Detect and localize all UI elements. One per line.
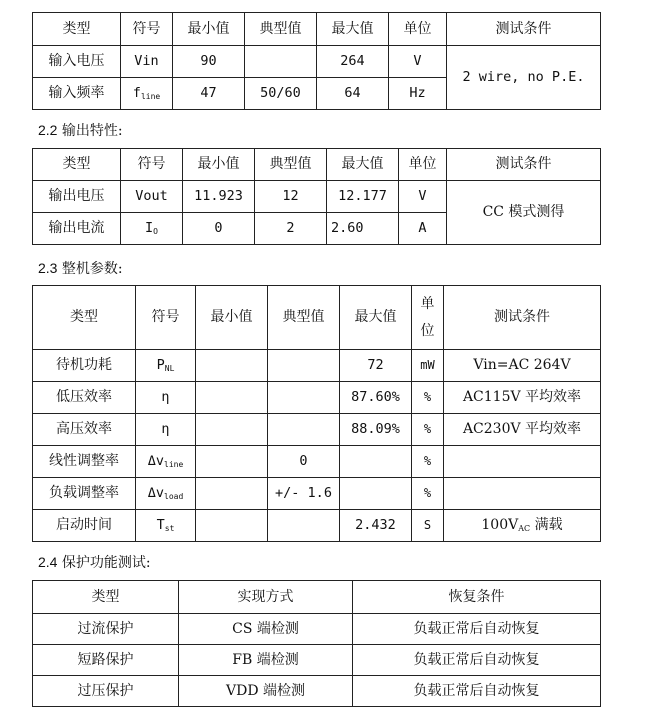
cell-unit: %	[412, 478, 444, 510]
cell-max	[340, 446, 412, 478]
cell-typ: 0	[268, 446, 340, 478]
col-header: 最大值	[317, 13, 389, 46]
col-header: 测试条件	[444, 286, 601, 350]
table-header-row	[33, 286, 601, 350]
cell-max: 64	[317, 78, 389, 110]
system-table	[32, 285, 601, 542]
cell-condition: $100V_{AC}$ 满载	[444, 510, 601, 542]
cell-type: 过流保护	[33, 614, 179, 645]
table-header-row	[33, 13, 601, 46]
cell-method: CS 端检测	[179, 614, 353, 645]
cell-condition	[444, 446, 601, 478]
col-header: 单位	[389, 13, 447, 46]
cell-unit: V	[399, 181, 447, 213]
section-heading-system: 2.3 整机参数:	[38, 260, 123, 277]
cell-max	[340, 478, 412, 510]
table-row	[33, 510, 601, 542]
table-header-row	[33, 149, 601, 181]
table-row	[33, 676, 601, 707]
table-row	[33, 446, 601, 478]
output-table	[32, 148, 601, 245]
cell-typ: +/- 1.6	[268, 478, 340, 510]
cell-max: 88.09%	[340, 414, 412, 446]
cell-typ	[268, 510, 340, 542]
cell-max: 72	[340, 350, 412, 382]
col-header: 类型	[33, 286, 136, 350]
col-header: 最小值	[173, 13, 245, 46]
cell-unit: %	[412, 382, 444, 414]
cell-max: 264	[317, 46, 389, 78]
cell-type: 启动时间	[33, 510, 136, 542]
cell-type: 输出电压	[33, 181, 121, 213]
cell-unit: %	[412, 414, 444, 446]
input-table	[32, 12, 601, 110]
section-heading-output: 2.2 输出特性:	[38, 122, 123, 139]
cell-min: 0	[183, 213, 255, 245]
col-header: 单位	[399, 149, 447, 181]
cell-unit: mW	[412, 350, 444, 382]
cell-symbol: η	[136, 382, 196, 414]
cell-min	[196, 414, 268, 446]
cell-max: 87.60%	[340, 382, 412, 414]
col-header: 单 位	[412, 286, 444, 350]
cell-type: 过压保护	[33, 676, 179, 707]
col-header: 符号	[121, 13, 173, 46]
cell-type: 输出电流	[33, 213, 121, 245]
col-header: 符号	[121, 149, 183, 181]
cell-typ: 50/60	[245, 78, 317, 110]
cell-typ	[268, 350, 340, 382]
cell-type: 输入电压	[33, 46, 121, 78]
cell-type: 短路保护	[33, 645, 179, 676]
cell-typ: 2	[255, 213, 327, 245]
cell-max: 12.177	[327, 181, 399, 213]
table-row	[33, 478, 601, 510]
cell-min: 11.923	[183, 181, 255, 213]
cell-recovery: 负载正常后自动恢复	[353, 645, 601, 676]
col-header: 测试条件	[447, 13, 601, 46]
cell-typ	[268, 414, 340, 446]
cell-method: VDD 端检测	[179, 676, 353, 707]
cell-type: 线性调整率	[33, 446, 136, 478]
cell-condition: AC115V 平均效率	[444, 382, 601, 414]
cell-unit: S	[412, 510, 444, 542]
section-heading-protection: 2.4 保护功能测试:	[38, 554, 151, 571]
cell-condition: AC230V 平均效率	[444, 414, 601, 446]
table-row	[33, 350, 601, 382]
cell-typ	[268, 382, 340, 414]
col-header: 最小值	[196, 286, 268, 350]
cell-symbol: Vout	[121, 181, 183, 213]
col-header: 最小值	[183, 149, 255, 181]
cell-min	[196, 478, 268, 510]
cell-type: 高压效率	[33, 414, 136, 446]
cell-min	[196, 510, 268, 542]
table-row	[33, 645, 601, 676]
col-header: 最大值	[327, 149, 399, 181]
cell-unit: %	[412, 446, 444, 478]
cell-min: 47	[173, 78, 245, 110]
cell-type: 低压效率	[33, 382, 136, 414]
cell-condition: Vin=AC 264V	[444, 350, 601, 382]
cell-symbol: $P_{NL}$	[136, 350, 196, 382]
col-header: 类型	[33, 13, 121, 46]
cell-max: 2.60	[327, 213, 399, 245]
table-row	[33, 382, 601, 414]
col-header: 恢复条件	[353, 581, 601, 614]
cell-recovery: 负载正常后自动恢复	[353, 676, 601, 707]
table-row	[33, 614, 601, 645]
cell-unit: A	[399, 213, 447, 245]
cell-min: 90	[173, 46, 245, 78]
cell-unit: Hz	[389, 78, 447, 110]
cell-condition	[444, 478, 601, 510]
cell-method: FB 端检测	[179, 645, 353, 676]
cell-max: 2.432	[340, 510, 412, 542]
cell-recovery: 负载正常后自动恢复	[353, 614, 601, 645]
col-header: 典型值	[255, 149, 327, 181]
cell-symbol: $\Delta v_{line}$	[136, 446, 196, 478]
table-header-row	[33, 581, 601, 614]
cell-min	[196, 446, 268, 478]
col-header: 测试条件	[447, 149, 601, 181]
table-row	[33, 46, 601, 78]
table-row	[33, 181, 601, 213]
cell-unit: V	[389, 46, 447, 78]
col-header: 典型值	[245, 13, 317, 46]
cell-min	[196, 350, 268, 382]
cell-typ: 12	[255, 181, 327, 213]
cell-type: 输入频率	[33, 78, 121, 110]
cell-symbol: $I_O$	[121, 213, 183, 245]
cell-condition: CC 模式测得	[447, 181, 601, 245]
table-row	[33, 414, 601, 446]
cell-typ	[245, 46, 317, 78]
cell-symbol: $T_{st}$	[136, 510, 196, 542]
col-header: 类型	[33, 581, 179, 614]
col-header: 实现方式	[179, 581, 353, 614]
cell-min	[196, 382, 268, 414]
cell-type: 负载调整率	[33, 478, 136, 510]
cell-condition: 2 wire, no P.E.	[447, 46, 601, 110]
cell-type: 待机功耗	[33, 350, 136, 382]
col-header: 类型	[33, 149, 121, 181]
col-header: 典型值	[268, 286, 340, 350]
cell-symbol: $f_{line}$	[121, 78, 173, 110]
cell-symbol: Vin	[121, 46, 173, 78]
col-header: 符号	[136, 286, 196, 350]
col-header: 最大值	[340, 286, 412, 350]
cell-symbol: η	[136, 414, 196, 446]
protection-table	[32, 580, 601, 707]
cell-symbol: $\Delta v_{load}$	[136, 478, 196, 510]
